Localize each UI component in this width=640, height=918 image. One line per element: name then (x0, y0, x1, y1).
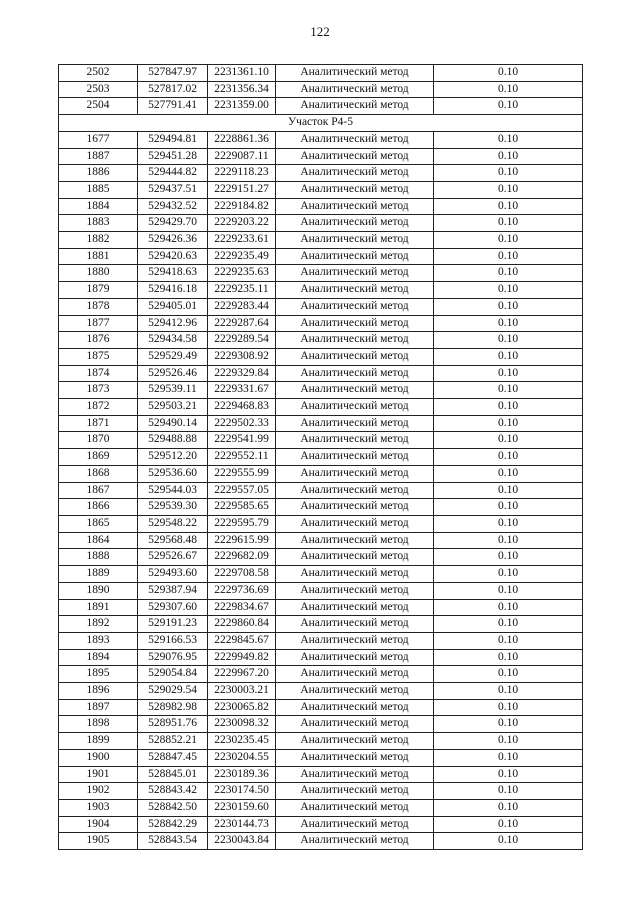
coord-x: 528951.76 (138, 716, 208, 733)
accuracy-cell: 0.10 (434, 165, 583, 182)
accuracy-cell: 0.10 (434, 733, 583, 750)
accuracy-cell: 0.10 (434, 181, 583, 198)
method-cell: Аналитический метод (276, 783, 434, 800)
coord-x: 528843.42 (138, 783, 208, 800)
coord-y: 2229087.11 (208, 148, 276, 165)
point-number: 1892 (59, 616, 138, 633)
coord-x: 528842.50 (138, 799, 208, 816)
method-cell: Аналитический метод (276, 799, 434, 816)
table-row (59, 181, 583, 198)
accuracy-cell: 0.10 (434, 432, 583, 449)
table-row (59, 282, 583, 299)
coord-y: 2229949.82 (208, 649, 276, 666)
point-number: 1895 (59, 666, 138, 683)
point-number: 1897 (59, 699, 138, 716)
table-row (59, 816, 583, 833)
coord-y: 2229468.83 (208, 399, 276, 416)
coord-x: 529054.84 (138, 666, 208, 683)
accuracy-cell: 0.10 (434, 282, 583, 299)
coord-y: 2229595.79 (208, 515, 276, 532)
point-number: 1879 (59, 282, 138, 299)
table-row (59, 683, 583, 700)
method-cell: Аналитический метод (276, 348, 434, 365)
accuracy-cell: 0.10 (434, 716, 583, 733)
coord-y: 2231359.00 (208, 98, 276, 115)
point-number: 1864 (59, 532, 138, 549)
method-cell: Аналитический метод (276, 382, 434, 399)
coord-y: 2229708.58 (208, 566, 276, 583)
method-cell: Аналитический метод (276, 399, 434, 416)
point-number: 1899 (59, 733, 138, 750)
point-number: 2502 (59, 65, 138, 82)
accuracy-cell: 0.10 (434, 515, 583, 532)
accuracy-cell: 0.10 (434, 65, 583, 82)
accuracy-cell: 0.10 (434, 198, 583, 215)
method-cell: Аналитический метод (276, 482, 434, 499)
coord-x: 527817.02 (138, 81, 208, 98)
point-number: 1887 (59, 148, 138, 165)
point-number: 1886 (59, 165, 138, 182)
coord-x: 529494.81 (138, 131, 208, 148)
coord-y: 2229329.84 (208, 365, 276, 382)
method-cell: Аналитический метод (276, 181, 434, 198)
table-row (59, 215, 583, 232)
point-number: 1901 (59, 766, 138, 783)
accuracy-cell: 0.10 (434, 315, 583, 332)
point-number: 1877 (59, 315, 138, 332)
coord-y: 2228861.36 (208, 131, 276, 148)
table-row (59, 348, 583, 365)
accuracy-cell: 0.10 (434, 382, 583, 399)
accuracy-cell: 0.10 (434, 248, 583, 265)
coord-x: 529444.82 (138, 165, 208, 182)
method-cell: Аналитический метод (276, 749, 434, 766)
method-cell: Аналитический метод (276, 415, 434, 432)
table-row (59, 449, 583, 466)
method-cell: Аналитический метод (276, 766, 434, 783)
coord-y: 2229287.64 (208, 315, 276, 332)
point-number: 1868 (59, 465, 138, 482)
page-number: 122 (310, 24, 330, 39)
table-row (59, 265, 583, 282)
coord-y: 2230174.50 (208, 783, 276, 800)
coord-x: 529076.95 (138, 649, 208, 666)
accuracy-cell: 0.10 (434, 666, 583, 683)
coord-x: 529536.60 (138, 465, 208, 482)
table-row (59, 432, 583, 449)
coord-y: 2229834.67 (208, 599, 276, 616)
table-row (59, 232, 583, 249)
method-cell: Аналитический метод (276, 81, 434, 98)
point-number: 1881 (59, 248, 138, 265)
point-number: 2504 (59, 98, 138, 115)
method-cell: Аналитический метод (276, 465, 434, 482)
coord-y: 2229308.92 (208, 348, 276, 365)
coord-x: 529387.94 (138, 582, 208, 599)
coord-x: 529539.30 (138, 499, 208, 516)
coord-y: 2229682.09 (208, 549, 276, 566)
table-row (59, 799, 583, 816)
method-cell: Аналитический метод (276, 833, 434, 850)
table-row (59, 532, 583, 549)
accuracy-cell: 0.10 (434, 532, 583, 549)
coord-y: 2230189.36 (208, 766, 276, 783)
coord-x: 529412.96 (138, 315, 208, 332)
method-cell: Аналитический метод (276, 566, 434, 583)
table-row (59, 783, 583, 800)
coord-x: 529418.63 (138, 265, 208, 282)
coord-y: 2230098.32 (208, 716, 276, 733)
point-number: 1898 (59, 716, 138, 733)
table-row (59, 582, 583, 599)
point-number: 1866 (59, 499, 138, 516)
coord-x: 529429.70 (138, 215, 208, 232)
coord-x: 528843.54 (138, 833, 208, 850)
coord-y: 2229203.22 (208, 215, 276, 232)
accuracy-cell: 0.10 (434, 465, 583, 482)
method-cell: Аналитический метод (276, 683, 434, 700)
table-row (59, 198, 583, 215)
coord-y: 2229233.61 (208, 232, 276, 249)
method-cell: Аналитический метод (276, 733, 434, 750)
point-number: 1878 (59, 298, 138, 315)
table-row (59, 298, 583, 315)
method-cell: Аналитический метод (276, 449, 434, 466)
table-row (59, 766, 583, 783)
table-row (59, 165, 583, 182)
method-cell: Аналитический метод (276, 816, 434, 833)
coord-y: 2229615.99 (208, 532, 276, 549)
table-body-top (59, 65, 583, 115)
point-number: 1865 (59, 515, 138, 532)
table-row (59, 65, 583, 82)
coord-x: 529490.14 (138, 415, 208, 432)
accuracy-cell: 0.10 (434, 549, 583, 566)
table-row (59, 482, 583, 499)
accuracy-cell: 0.10 (434, 799, 583, 816)
point-number: 1905 (59, 833, 138, 850)
table-row (59, 382, 583, 399)
method-cell: Аналитический метод (276, 248, 434, 265)
coord-x: 529437.51 (138, 181, 208, 198)
accuracy-cell: 0.10 (434, 98, 583, 115)
coord-y: 2229289.54 (208, 332, 276, 349)
section-title: Участок Р4-5 (59, 115, 583, 132)
coord-x: 529529.49 (138, 348, 208, 365)
point-number: 1888 (59, 549, 138, 566)
accuracy-cell: 0.10 (434, 332, 583, 349)
coord-x: 529432.52 (138, 198, 208, 215)
point-number: 1874 (59, 365, 138, 382)
coord-y: 2230043.84 (208, 833, 276, 850)
table-row (59, 616, 583, 633)
point-number: 1869 (59, 449, 138, 466)
table-section-header (59, 115, 583, 132)
point-number: 1896 (59, 683, 138, 700)
table-row (59, 599, 583, 616)
accuracy-cell: 0.10 (434, 399, 583, 416)
accuracy-cell: 0.10 (434, 348, 583, 365)
coord-x: 529539.11 (138, 382, 208, 399)
table-row (59, 365, 583, 382)
table-row (59, 332, 583, 349)
point-number: 2503 (59, 81, 138, 98)
coord-y: 2229151.27 (208, 181, 276, 198)
table-row (59, 833, 583, 850)
method-cell: Аналитический метод (276, 265, 434, 282)
point-number: 1902 (59, 783, 138, 800)
accuracy-cell: 0.10 (434, 499, 583, 516)
accuracy-cell: 0.10 (434, 365, 583, 382)
table-row (59, 632, 583, 649)
coord-y: 2229502.33 (208, 415, 276, 432)
method-cell: Аналитический метод (276, 365, 434, 382)
accuracy-cell: 0.10 (434, 415, 583, 432)
accuracy-cell: 0.10 (434, 265, 583, 282)
method-cell: Аналитический метод (276, 716, 434, 733)
coord-x: 528847.45 (138, 749, 208, 766)
point-number: 1904 (59, 816, 138, 833)
coord-y: 2229967.20 (208, 666, 276, 683)
coord-x: 529416.18 (138, 282, 208, 299)
table-row (59, 749, 583, 766)
accuracy-cell: 0.10 (434, 81, 583, 98)
table-row (59, 716, 583, 733)
table-row (59, 315, 583, 332)
accuracy-cell: 0.10 (434, 148, 583, 165)
coord-x: 529405.01 (138, 298, 208, 315)
method-cell: Аналитический метод (276, 65, 434, 82)
point-number: 1890 (59, 582, 138, 599)
point-number: 1900 (59, 749, 138, 766)
method-cell: Аналитический метод (276, 148, 434, 165)
method-cell: Аналитический метод (276, 298, 434, 315)
coord-x: 529512.20 (138, 449, 208, 466)
coord-x: 529544.03 (138, 482, 208, 499)
accuracy-cell: 0.10 (434, 632, 583, 649)
coord-y: 2230003.21 (208, 683, 276, 700)
point-number: 1889 (59, 566, 138, 583)
accuracy-cell: 0.10 (434, 683, 583, 700)
coord-y: 2230204.55 (208, 749, 276, 766)
point-number: 1876 (59, 332, 138, 349)
coord-x: 529307.60 (138, 599, 208, 616)
point-number: 1880 (59, 265, 138, 282)
coord-y: 2229736.69 (208, 582, 276, 599)
accuracy-cell: 0.10 (434, 766, 583, 783)
method-cell: Аналитический метод (276, 532, 434, 549)
method-cell: Аналитический метод (276, 282, 434, 299)
table-row (59, 98, 583, 115)
point-number: 1882 (59, 232, 138, 249)
accuracy-cell: 0.10 (434, 599, 583, 616)
section-row (59, 115, 583, 132)
coord-y: 2229235.11 (208, 282, 276, 299)
coord-x: 529420.63 (138, 248, 208, 265)
accuracy-cell: 0.10 (434, 749, 583, 766)
coord-y: 2229235.63 (208, 265, 276, 282)
point-number: 1894 (59, 649, 138, 666)
coord-y: 2231361.10 (208, 65, 276, 82)
accuracy-cell: 0.10 (434, 649, 583, 666)
accuracy-cell: 0.10 (434, 298, 583, 315)
accuracy-cell: 0.10 (434, 449, 583, 466)
coord-y: 2230144.73 (208, 816, 276, 833)
coord-x: 527847.97 (138, 65, 208, 82)
coord-x: 528982.98 (138, 699, 208, 716)
method-cell: Аналитический метод (276, 582, 434, 599)
accuracy-cell: 0.10 (434, 131, 583, 148)
coord-x: 529526.67 (138, 549, 208, 566)
method-cell: Аналитический метод (276, 432, 434, 449)
method-cell: Аналитический метод (276, 215, 434, 232)
point-number: 1872 (59, 399, 138, 416)
coord-x: 529503.21 (138, 399, 208, 416)
method-cell: Аналитический метод (276, 332, 434, 349)
coord-x: 527791.41 (138, 98, 208, 115)
coord-x: 528842.29 (138, 816, 208, 833)
method-cell: Аналитический метод (276, 232, 434, 249)
coord-y: 2229331.67 (208, 382, 276, 399)
accuracy-cell: 0.10 (434, 783, 583, 800)
method-cell: Аналитический метод (276, 198, 434, 215)
coord-y: 2230065.82 (208, 699, 276, 716)
coord-x: 529526.46 (138, 365, 208, 382)
method-cell: Аналитический метод (276, 549, 434, 566)
point-number: 1677 (59, 131, 138, 148)
method-cell: Аналитический метод (276, 666, 434, 683)
coord-x: 529488.88 (138, 432, 208, 449)
coord-y: 2229118.23 (208, 165, 276, 182)
coord-x: 529426.36 (138, 232, 208, 249)
coord-x: 528852.21 (138, 733, 208, 750)
accuracy-cell: 0.10 (434, 816, 583, 833)
table-row (59, 699, 583, 716)
point-number: 1891 (59, 599, 138, 616)
coord-x: 529548.22 (138, 515, 208, 532)
table-row (59, 649, 583, 666)
point-number: 1870 (59, 432, 138, 449)
method-cell: Аналитический метод (276, 616, 434, 633)
point-number: 1884 (59, 198, 138, 215)
accuracy-cell: 0.10 (434, 699, 583, 716)
point-number: 1875 (59, 348, 138, 365)
point-number: 1873 (59, 382, 138, 399)
accuracy-cell: 0.10 (434, 482, 583, 499)
accuracy-cell: 0.10 (434, 566, 583, 583)
point-number: 1867 (59, 482, 138, 499)
table-row (59, 399, 583, 416)
coord-x: 529451.28 (138, 148, 208, 165)
method-cell: Аналитический метод (276, 632, 434, 649)
accuracy-cell: 0.10 (434, 232, 583, 249)
accuracy-cell: 0.10 (434, 833, 583, 850)
coord-x: 529568.48 (138, 532, 208, 549)
table-row (59, 465, 583, 482)
method-cell: Аналитический метод (276, 599, 434, 616)
coord-y: 2229845.67 (208, 632, 276, 649)
table-body-main (59, 131, 583, 849)
accuracy-cell: 0.10 (434, 616, 583, 633)
point-number: 1893 (59, 632, 138, 649)
coord-x: 529191.23 (138, 616, 208, 633)
coord-x: 528845.01 (138, 766, 208, 783)
table-row (59, 733, 583, 750)
accuracy-cell: 0.10 (434, 215, 583, 232)
method-cell: Аналитический метод (276, 649, 434, 666)
table-row (59, 499, 583, 516)
method-cell: Аналитический метод (276, 165, 434, 182)
coord-x: 529166.53 (138, 632, 208, 649)
coord-y: 2229557.05 (208, 482, 276, 499)
coord-y: 2229555.99 (208, 465, 276, 482)
table-row (59, 81, 583, 98)
method-cell: Аналитический метод (276, 699, 434, 716)
coord-y: 2229860.84 (208, 616, 276, 633)
coord-y: 2229585.65 (208, 499, 276, 516)
coord-y: 2230235.45 (208, 733, 276, 750)
method-cell: Аналитический метод (276, 98, 434, 115)
table-row (59, 415, 583, 432)
coordinates-table (58, 64, 583, 850)
coord-y: 2229552.11 (208, 449, 276, 466)
accuracy-cell: 0.10 (434, 582, 583, 599)
method-cell: Аналитический метод (276, 515, 434, 532)
coord-y: 2229184.82 (208, 198, 276, 215)
table-row (59, 566, 583, 583)
point-number: 1885 (59, 181, 138, 198)
point-number: 1871 (59, 415, 138, 432)
table-row (59, 549, 583, 566)
coord-y: 2229283.44 (208, 298, 276, 315)
coord-y: 2229235.49 (208, 248, 276, 265)
table-row (59, 248, 583, 265)
coord-x: 529493.60 (138, 566, 208, 583)
coord-y: 2230159.60 (208, 799, 276, 816)
table-row (59, 131, 583, 148)
table-row (59, 515, 583, 532)
coord-y: 2229541.99 (208, 432, 276, 449)
method-cell: Аналитический метод (276, 315, 434, 332)
point-number: 1883 (59, 215, 138, 232)
coord-x: 529434.58 (138, 332, 208, 349)
point-number: 1903 (59, 799, 138, 816)
coord-x: 529029.54 (138, 683, 208, 700)
table-row (59, 666, 583, 683)
table-row (59, 148, 583, 165)
coord-y: 2231356.34 (208, 81, 276, 98)
method-cell: Аналитический метод (276, 131, 434, 148)
method-cell: Аналитический метод (276, 499, 434, 516)
